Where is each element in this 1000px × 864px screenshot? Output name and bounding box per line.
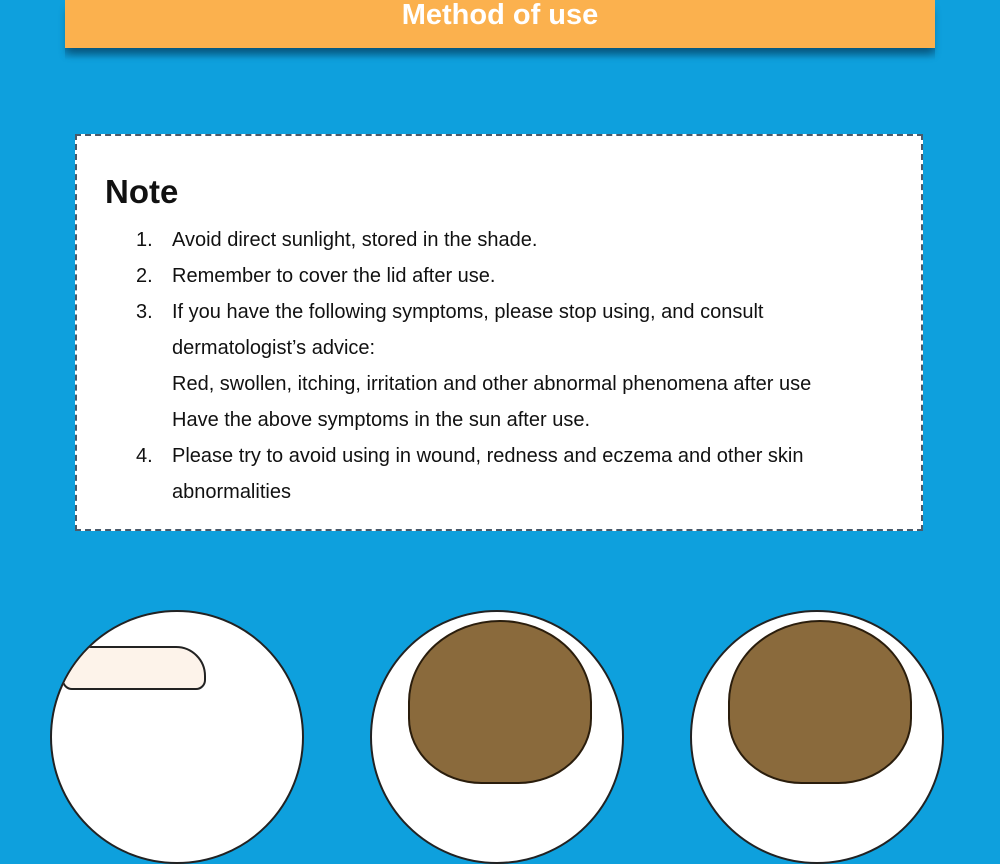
note-number: 1. — [136, 229, 153, 251]
note-item-1 — [77, 222, 921, 258]
note-text: Avoid direct sunlight, stored in the shade. — [172, 229, 538, 251]
symptom-line: Red, swollen, itching, irritation and other abnormal phenomena after use — [172, 373, 812, 395]
symptom-line: Have the above symptoms in the sun after use. — [172, 409, 590, 431]
hair-drawing — [728, 620, 912, 784]
hand-drawing — [62, 646, 206, 690]
note-text-continuation: dermatologist’s advice: — [172, 337, 376, 359]
note-item-2 — [77, 258, 921, 294]
method-of-use-banner — [65, 0, 935, 48]
note-item-3 — [77, 294, 921, 438]
banner-shadow — [65, 48, 935, 60]
note-number: 3. — [136, 301, 153, 323]
note-text: If you have the following symptoms, please stop using, and consult — [172, 301, 764, 323]
illustration-hair — [690, 610, 944, 864]
note-list — [77, 222, 921, 510]
note-item-4 — [77, 438, 921, 510]
note-number: 4. — [136, 445, 153, 467]
illustration-hand — [50, 610, 304, 864]
illustration-hair — [370, 610, 624, 864]
note-title: Note — [105, 173, 179, 210]
note-number: 2. — [136, 265, 153, 287]
hair-drawing — [408, 620, 592, 784]
note-text: Please try to avoid using in wound, redness and eczema and other skin — [172, 445, 804, 467]
note-text-continuation: abnormalities — [172, 481, 291, 503]
note-text: Remember to cover the lid after use. — [172, 265, 496, 287]
banner-title: Method of use — [401, 0, 599, 31]
note-box — [75, 134, 923, 531]
